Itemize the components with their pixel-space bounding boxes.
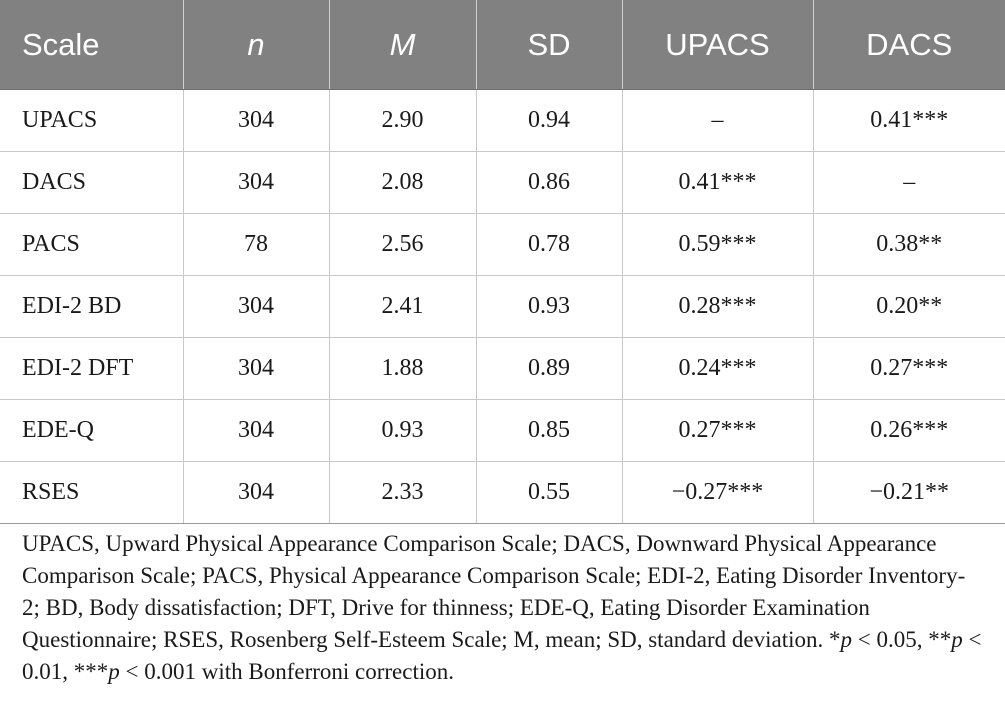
table-row xyxy=(0,152,1005,214)
row-label-cell: RSES xyxy=(0,462,183,524)
header-row xyxy=(0,0,1005,90)
footnote-sig-3-p: p xyxy=(108,659,120,684)
table-cell: 0.41*** xyxy=(622,152,813,214)
table-row xyxy=(0,338,1005,400)
table-cell: 2.33 xyxy=(329,462,476,524)
table-row xyxy=(0,90,1005,152)
row-label-cell: EDI-2 DFT xyxy=(0,338,183,400)
table-cell: 0.85 xyxy=(476,400,622,462)
table-cell: 2.56 xyxy=(329,214,476,276)
row-label-cell: PACS xyxy=(0,214,183,276)
column-header-0: Scale xyxy=(0,0,183,90)
table-cell: 0.59*** xyxy=(622,214,813,276)
column-header-1: n xyxy=(183,0,329,90)
table-row xyxy=(0,462,1005,524)
table-cell: 304 xyxy=(183,462,329,524)
column-header-5: DACS xyxy=(813,0,1005,90)
table-cell: 2.41 xyxy=(329,276,476,338)
table-cell: 0.89 xyxy=(476,338,622,400)
footnote-sig-3-rest: < 0.001 with Bonferroni correction. xyxy=(119,659,455,684)
footnote-sig-2-rest: < 0.01, xyxy=(22,627,982,684)
table-cell: 1.88 xyxy=(329,338,476,400)
table-header xyxy=(0,0,1005,90)
table-cell: 0.20** xyxy=(813,276,1005,338)
table-cell: 0.27*** xyxy=(813,338,1005,400)
table-cell: 304 xyxy=(183,90,329,152)
row-label-cell: EDE-Q xyxy=(0,400,183,462)
table-cell: 0.26*** xyxy=(813,400,1005,462)
table-cell: 0.28*** xyxy=(622,276,813,338)
footnote-sig-2-stars: ** xyxy=(928,627,952,652)
table-footnote xyxy=(22,528,982,688)
table-cell: 78 xyxy=(183,214,329,276)
table-cell: – xyxy=(622,90,813,152)
table-cell: 0.27*** xyxy=(622,400,813,462)
table-cell: 0.93 xyxy=(476,276,622,338)
table-row xyxy=(0,400,1005,462)
footnote-sig-1-rest: < 0.05, xyxy=(852,627,929,652)
table-cell: −0.21** xyxy=(813,462,1005,524)
table-cell: 2.08 xyxy=(329,152,476,214)
table-cell: 304 xyxy=(183,276,329,338)
table-cell: 0.78 xyxy=(476,214,622,276)
table-cell: 304 xyxy=(183,152,329,214)
table-body xyxy=(0,90,1005,524)
column-header-4: UPACS xyxy=(622,0,813,90)
column-header-2: M xyxy=(329,0,476,90)
row-label-cell: UPACS xyxy=(0,90,183,152)
table-cell: 0.86 xyxy=(476,152,622,214)
table-cell: 0.55 xyxy=(476,462,622,524)
row-label-cell: DACS xyxy=(0,152,183,214)
table-row xyxy=(0,276,1005,338)
table-cell: 0.41*** xyxy=(813,90,1005,152)
table-cell: 2.90 xyxy=(329,90,476,152)
table-cell: 0.24*** xyxy=(622,338,813,400)
table-cell: −0.27*** xyxy=(622,462,813,524)
table-row xyxy=(0,214,1005,276)
row-label-cell: EDI-2 BD xyxy=(0,276,183,338)
table-cell: 304 xyxy=(183,400,329,462)
footnote-sig-2-p: p xyxy=(951,627,963,652)
footnote-sig-3-stars: *** xyxy=(73,659,109,684)
table-cell: 0.94 xyxy=(476,90,622,152)
table-cell: – xyxy=(813,152,1005,214)
footnote-definitions: UPACS, Upward Physical Appearance Comparison Scale; DACS, Downward Physical Appearance Comparison Scale; PACS, Physical Appearance Comparison Scale; EDI-2, Eating Disorder Inventory-2; BD, Body dissatisfaction; DFT, Drive for thinness; EDE-Q, Eating Disorder Examination Questionnaire; RSES, Rosenberg Self-Esteem Scale; M, mean; SD, standard deviation. xyxy=(22,531,966,652)
footnote-sig-1-stars: * xyxy=(829,627,841,652)
column-header-3: SD xyxy=(476,0,622,90)
footnote-sig-1-p: p xyxy=(840,627,852,652)
table-cell: 0.38** xyxy=(813,214,1005,276)
table-cell: 304 xyxy=(183,338,329,400)
table-cell: 0.93 xyxy=(329,400,476,462)
